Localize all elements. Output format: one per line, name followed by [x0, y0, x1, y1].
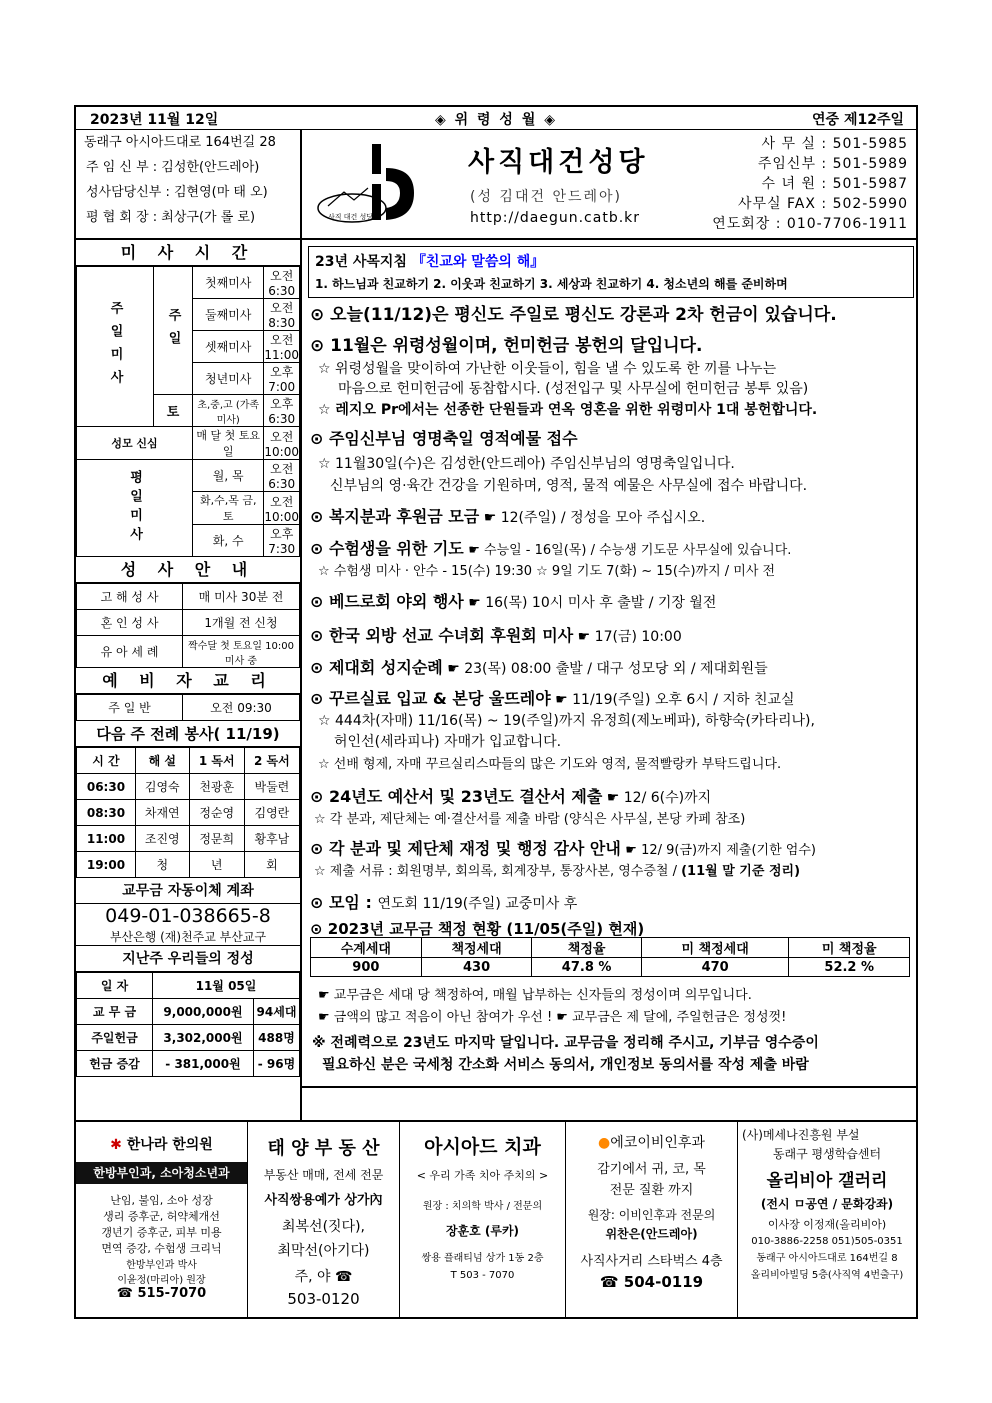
sacrament-value: 1개월 전 신청 [183, 610, 300, 636]
notice-item: ☆ 제출 서류 : 회원명부, 회의록, 회계장부, 통장사본, 영수증철 / [314, 864, 682, 879]
catechumen-class: 주 일 반 [77, 695, 183, 721]
sunday-sub-label: 주일 [154, 267, 193, 395]
church-address: 동래구 아시아드대로 164번길 28 [84, 135, 276, 150]
notice-item: ⊙ 한국 외방 선교 수녀회 후원회 미사 [310, 626, 574, 645]
tithe-table [310, 937, 910, 977]
eco-line: 전문 질환 까지 [609, 1183, 694, 1198]
hanara-dept: 한방부인과, 소아청소년과 [76, 1162, 247, 1184]
notice-audit [310, 836, 816, 859]
liturgical-week: 연중 제12주일 [812, 112, 904, 128]
notice-item: 마음으로 헌미헌금에 동참합시다. (성전입구 및 사무실에 헌미헌금 봉투 있음) [338, 381, 809, 397]
notice-item: ⊙ 11월은 위령성월이며, 헌미헌금 봉헌의 달입니다. [310, 336, 703, 356]
catechumen-table [76, 694, 300, 721]
notice-meeting [310, 890, 577, 913]
asiad-line: 쌍용 플래티넘 상가 1동 2층 [421, 1253, 544, 1264]
tithe-header: 책정세대 [421, 938, 532, 958]
ministry-cell: 06:30 [77, 774, 136, 800]
notice-item: ☛ 16(목) 10시 미사 후 출발 / 기장 월전 [468, 595, 717, 611]
notice-item: ⊙ 모임 : [310, 893, 378, 912]
offering-cell: 9,000,000원 [153, 999, 254, 1025]
notice-peter [310, 589, 716, 612]
notice-mission [310, 623, 682, 646]
phone-fax: 사무실 FAX : 502-5990 [738, 196, 908, 212]
taeyang-tel: 503-0120 [287, 1290, 360, 1308]
mass-time: 오후 7:00 [264, 363, 300, 395]
offering-cell: 일 자 [77, 973, 153, 999]
phone-pastor: 주임신부 : 501-5989 [757, 156, 908, 172]
ministry-cell: 청 [135, 852, 189, 878]
notice-item: 연도회 11/19(주일) 교중미사 후 [377, 896, 578, 912]
notice-item: ☛ 12/ 9(금)까지 제출(기한 엄수) [625, 843, 816, 858]
account-title: 교무금 자동이체 계좌 [76, 878, 300, 904]
ministry-cell: 정문희 [189, 826, 244, 852]
ministry-cell: 08:30 [77, 800, 136, 826]
tithe-value: 430 [421, 958, 532, 977]
tithe-header: 미 책정율 [789, 938, 910, 958]
church-url[interactable]: http://daegun.catb.kr [470, 210, 641, 226]
notice-item: ☆ 수험생 미사 · 안수 - 15(수) 19:30 ☆ 9일 기도 7(화) ~ 15(수)까지 / 미사 전 [318, 564, 776, 579]
account-bank: 부산은행 (재)천주교 부산교구 [76, 928, 300, 946]
sacrament-value: 짝수달 첫 토요일 10:00 미사 중 [183, 636, 300, 668]
church-patron: (성 김대건 안드레아) [470, 189, 623, 205]
offering-cell: 3,302,000원 [153, 1025, 254, 1051]
pastoral-motto [315, 251, 544, 271]
taeyang-line: 최막선(아기다) [277, 1243, 370, 1259]
notice-item: ☆ 각 분과, 제단체는 예·결산서를 제출 바람 (양식은 사무실, 본당 카페 참조) [314, 812, 746, 827]
olivia-line: 올리비아빌딩 5층(사직역 4번출구) [750, 1270, 904, 1281]
mass-time: 오전 8:30 [264, 299, 300, 331]
notice-pilgrim [310, 655, 768, 678]
ad-asiad [400, 1120, 566, 1317]
notice-item: ☆ 444차(자매) 11/16(목) ~ 19(주일)까지 유정희(제노베파), 하향숙(카타리나), [318, 713, 815, 729]
ministry-title: 다음 주 전례 봉사( 11/19) [76, 721, 300, 747]
mass-table [76, 266, 300, 557]
eco-logo [566, 1132, 737, 1152]
mass-time: 오전 6:30 [264, 267, 300, 299]
offering-title: 지난주 우리들의 정성 [76, 946, 300, 972]
hanara-name: 한나라 한의원 [126, 1137, 213, 1153]
offering-cell: 11월 05일 [153, 973, 300, 999]
notice-tail: 필요하신 분은 국세청 간소화 서비스 동의서, 개인정보 동의서를 작성 제출 바람 [322, 1057, 809, 1073]
weekday-name: 화, 수 [193, 525, 264, 557]
mass-name: 첫째미사 [193, 267, 264, 299]
hanara-line: 생리 증후군, 허약체개선 [103, 1210, 220, 1223]
church-name: 사직대건성당 [468, 147, 649, 178]
taeyang-line: 주, 야 ☎ [294, 1269, 353, 1285]
tithe-value: 900 [311, 958, 422, 977]
notice-item: ☛ 12(주일) / 정성을 모아 주십시오. [483, 510, 706, 526]
weekday-mass-label: 평일미사 [77, 460, 193, 557]
bulletin-page [74, 105, 918, 1319]
pastoral-motto-box [308, 246, 914, 298]
taeyang-name: 태 양 부 동 산 [267, 1138, 380, 1159]
sunday-mass-label: 주일미사 [77, 267, 154, 427]
ad-eco [566, 1120, 738, 1317]
eco-line: 원장: 이비인후과 전문의 [587, 1208, 716, 1222]
weekday-time: 오전 10:00 [264, 492, 300, 525]
tithe-header: 수계세대 [311, 938, 422, 958]
ministry-cell: 조진영 [135, 826, 189, 852]
weekday-name: 월, 목 [193, 460, 264, 492]
notice-item: ⊙ 복지분과 후원금 모금 [310, 507, 480, 526]
olivia-line: 이사장 이정재(올리비아) [767, 1218, 887, 1231]
asiad-tel: T 503 - 7070 [450, 1270, 515, 1281]
top-bar [76, 107, 916, 130]
tithe-header: 책정율 [532, 938, 641, 958]
ministry-header: 시 간 [77, 748, 136, 774]
eco-line: 감기에서 귀, 코, 목 [597, 1162, 706, 1177]
hanara-line: 갱년기 증후군, 피부 미용 [101, 1226, 222, 1239]
olivia-line: (사)메세나진흥원 부설 [742, 1128, 860, 1142]
sacrament-name: 유 아 세 례 [77, 636, 183, 668]
eco-logo-icon: ● [598, 1135, 611, 1151]
church-info [76, 130, 302, 238]
asiad-line: 원장 : 치의학 박사 / 전문의 [422, 1201, 543, 1212]
first-sat-time: 오전 10:00 [264, 427, 300, 460]
notice-tail: ☛ 금액의 많고 적음이 아닌 참여가 우선 ! ☛ 교무금은 제 달에, 주일헌금은 정성껏! [318, 1010, 787, 1025]
notice-tail: ※ 전례력으로 23년도 마지막 달입니다. 교무금을 정리해 주시고, 기부금 영수증이 [312, 1035, 819, 1051]
phone-office: 사 무 실 : 501-5985 [761, 136, 908, 152]
hanara-line: 난임, 불임, 소아 성장 [110, 1194, 213, 1207]
notice-item: ☆ 레지오 Pr에서는 선종한 단원들과 연옥 영혼을 위한 위령미사 1대 봉헌합니다. [318, 402, 818, 418]
tithe-value: 52.2 % [789, 958, 910, 977]
pastoral-goals: 1. 하느님과 친교하기 2. 이웃과 친교하기 3. 세상과 친교하기 4. 청소년의 해를 준비하며 [315, 277, 788, 291]
bulletin-date: 2023년 11월 12일 [90, 112, 219, 128]
ministry-table [76, 747, 300, 878]
hanara-logo [76, 1134, 247, 1154]
left-column [76, 240, 302, 1120]
offering-cell: 주일헌금 [77, 1025, 153, 1051]
tithe-value: 47.8 % [532, 958, 641, 977]
notice-item: ⊙ 수험생을 위한 기도 [310, 539, 464, 558]
notice-column [304, 240, 916, 1120]
phone-list [696, 130, 916, 238]
ministry-cell: 차재연 [135, 800, 189, 826]
eco-line: 위찬은(안드레아) [605, 1227, 698, 1241]
tithe-header: 미 책정세대 [641, 938, 789, 958]
ministry-header: 2 독서 [244, 748, 299, 774]
hanara-line: 한방부인과 박사 [126, 1260, 197, 1271]
notice-item: 신부님의 영·육간 건강을 기원하며, 영적, 물적 예물은 사무실에 접수 바랍니다. [330, 478, 808, 494]
ministry-cell: 황후남 [244, 826, 299, 852]
notice-budget [310, 784, 711, 807]
olivia-line: 010-3886-2258 051)505-0351 [751, 1236, 903, 1247]
weekday-name: 화,수,목 금, 토 [193, 492, 264, 525]
ministry-cell: 19:00 [77, 852, 136, 878]
council-president: 평 협 회 장 : 최상구(가 롤 로) [86, 210, 256, 225]
mass-name: 초,중,고 (가족미사) [193, 395, 264, 427]
mass-time: 오후 6:30 [264, 395, 300, 427]
sacrament-title: 성 사 안 내 [76, 557, 300, 583]
notice-item: ⊙ 2023년 교무금 책정 현황 (11/05(주일) 현재) [310, 920, 645, 938]
mass-name: 둘째미사 [193, 299, 264, 331]
ministry-cell: 김영란 [244, 800, 299, 826]
notice-item: ⊙ 24년도 예산서 및 23년도 결산서 제출 [310, 787, 603, 806]
ministry-cell: 김영숙 [135, 774, 189, 800]
notice-item: ⊙ 각 분과 및 제단체 재정 및 행정 감사 안내 [310, 839, 621, 858]
liturgical-month: ◈ 위 령 성 월 ◈ [435, 112, 557, 128]
notice-item: ⊙ 주임신부님 영명축일 영적예물 접수 [310, 429, 578, 448]
mass-name: 청년미사 [193, 363, 264, 395]
offering-cell: 헌금 증감 [77, 1051, 153, 1077]
notice-docs [314, 860, 800, 879]
assistant-priest: 성사담당신부 : 김현영(마 태 오) [86, 185, 268, 200]
taeyang-line: 부동산 매매, 전세 전문 [263, 1168, 384, 1182]
motto-text: 『친교와 말씀의 해』 [411, 254, 545, 270]
ministry-cell: 천광훈 [189, 774, 244, 800]
taeyang-line: 최복선(짓다), [282, 1219, 365, 1235]
church-header [76, 130, 916, 240]
church-title-block [302, 130, 696, 238]
mass-time: 오전 11:00 [264, 331, 300, 363]
first-sat-name: 매 달 첫 토요일 [193, 427, 264, 460]
notice-item: ☛ 23(목) 08:00 출발 / 대구 성모당 외 / 제대회원들 [447, 661, 768, 677]
eco-tel: ☎ 504-0119 [599, 1273, 704, 1291]
offering-table [76, 972, 300, 1077]
weekday-time: 오전 6:30 [264, 460, 300, 492]
notice-item: ⊙ 꾸르실료 입교 & 본당 울뜨레야 [310, 689, 551, 708]
phone-convent: 수 녀 원 : 501-5987 [761, 176, 908, 192]
ministry-cell: 년 [189, 852, 244, 878]
notice-tail: ☛ 교무금은 세대 당 책정하여, 매월 납부하는 신자들의 정성이며 의무입니다. [318, 988, 752, 1003]
catechumen-title: 예 비 자 교 리 [76, 668, 300, 694]
tithe-value: 470 [641, 958, 789, 977]
notice-item: ⊙ 베드로회 야외 행사 [310, 592, 464, 611]
asiad-line: 장훈호 (루카) [445, 1224, 520, 1238]
mass-name: 셋째미사 [193, 331, 264, 363]
notice-item: ☛ 17(금) 10:00 [577, 629, 682, 645]
taeyang-line: 사직쌍용예가 상가內 [264, 1193, 383, 1208]
sacrament-name: 혼 인 성 사 [77, 610, 183, 636]
notice-item: ☆ 위령성월을 맞이하여 가난한 이웃들이, 힘을 낼 수 있도록 한 끼를 나누는 [318, 361, 777, 377]
ad-taeyang [248, 1120, 400, 1317]
phone-yeondo: 연도회장 : 010-7706-1911 [712, 216, 908, 232]
notice-item: ⊙ 오늘(11/12)은 평신도 주일로 평신도 강론과 2차 헌금이 있습니다. [310, 305, 837, 325]
notice-item: ☆ 11월30일(수)은 김성한(안드레아) 주임신부님의 영명축일입니다. [318, 456, 735, 472]
hanara-line: 이윤정(마리아) 원장 [117, 1275, 206, 1286]
hanara-tel: ☎ 515-7070 [116, 1286, 207, 1301]
first-sat-label: 성모 신심 [77, 427, 193, 460]
saturday-sub-label: 토 [154, 395, 193, 427]
sacrament-value: 매 미사 30분 전 [183, 584, 300, 610]
notice-exam [310, 536, 791, 559]
flower-icon: ✱ [110, 1137, 122, 1153]
logo-caption: 사직 대건 성당 [328, 213, 374, 221]
olivia-line: 동래구 아시아드대로 164번길 8 [756, 1253, 898, 1264]
notice-item: (11월 말 기준 정리) [681, 864, 801, 879]
olivia-name: 올리비아 갤러리 [766, 1171, 888, 1191]
motto-prefix: 23년 사목지침 [315, 254, 412, 270]
sacrament-name: 고 해 성 사 [77, 584, 183, 610]
olivia-line: (전시 ㅁ공연 / 문화강좌) [760, 1197, 894, 1211]
offering-cell: - 96명 [254, 1051, 300, 1077]
notice-item: ☛ 12/ 6(수)까지 [606, 790, 712, 806]
offering-cell: 교 무 금 [77, 999, 153, 1025]
notice-cursillo [310, 686, 795, 709]
notice-item: 허인선(세라피나) 자매가 입교합니다. [334, 734, 562, 750]
account-number: 049-01-038665-8 [105, 905, 271, 927]
ministry-cell: 11:00 [77, 826, 136, 852]
ministry-header: 1 독서 [189, 748, 244, 774]
olivia-line: 동래구 평생학습센터 [772, 1147, 882, 1161]
ministry-header: 해 설 [135, 748, 189, 774]
ad-olivia [738, 1120, 916, 1317]
asiad-line: < 우리 가족 치아 주치의 > [416, 1169, 549, 1182]
notice-item: ⊙ 제대회 성지순례 [310, 658, 443, 677]
ministry-cell: 정순영 [189, 800, 244, 826]
catechumen-time: 오전 09:30 [183, 695, 300, 721]
pastor-name: 주 임 신 부 : 김성한(안드레아) [86, 160, 260, 175]
ministry-cell: 박둘련 [244, 774, 299, 800]
notice-item: ☛ 11/19(주일) 오후 6시 / 지하 친교실 [555, 692, 795, 708]
notice-bottom-rule [302, 1086, 916, 1120]
asiad-name: 아시아드 치과 [424, 1136, 541, 1158]
eco-line: 사직사거리 스타벅스 4층 [580, 1254, 723, 1269]
hanara-line: 면역 증강, 수험생 크리닉 [101, 1242, 222, 1255]
offering-cell: - 381,000원 [153, 1051, 254, 1077]
mass-title: 미 사 시 간 [76, 240, 300, 266]
ministry-cell: 회 [244, 852, 299, 878]
offering-cell: 94세대 [254, 999, 300, 1025]
sacrament-table [76, 583, 300, 668]
weekday-time: 오후 7:30 [264, 525, 300, 557]
notice-item: ☛ 수능일 - 16일(목) / 수능생 기도문 사무실에 있습니다. [468, 543, 792, 558]
notice-welfare [310, 504, 705, 527]
ad-hanara [76, 1120, 248, 1317]
notice-item: ☆ 선배 형제, 자매 꾸르실리스따들의 많은 기도와 영적, 물적빨랑카 부탁드립니다. [318, 757, 782, 772]
eco-name: 에코이비인후과 [610, 1135, 705, 1151]
offering-cell: 488명 [254, 1025, 300, 1051]
